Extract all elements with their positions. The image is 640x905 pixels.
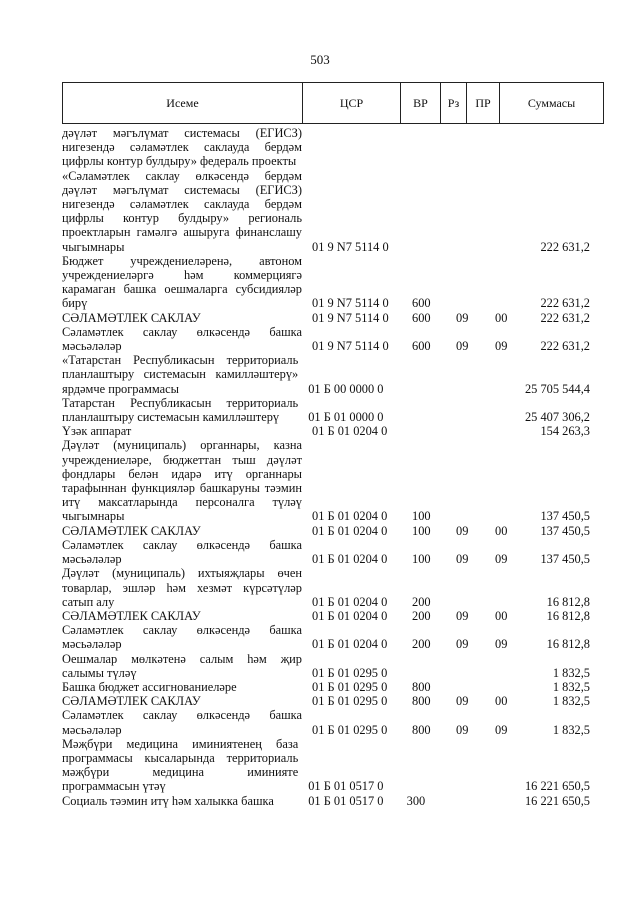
table-row xyxy=(62,396,604,424)
row-sum: 222 631,2 xyxy=(540,339,590,354)
row-code: 01 9 N7 5114 0 xyxy=(312,339,389,354)
row-pr: 09 xyxy=(495,552,508,567)
row-sum: 16 221 650,5 xyxy=(524,793,591,808)
table-row xyxy=(62,126,604,169)
row-vr: 100 xyxy=(412,523,431,538)
table-row xyxy=(62,353,604,396)
row-pr: 09 xyxy=(495,339,508,354)
row-sum: 25 407 306,2 xyxy=(524,410,591,425)
row-name: Сәламәтлек саклау өлкәсендә башка мәсьәләләр xyxy=(62,623,302,652)
row-vr: 200 xyxy=(412,594,431,609)
row-code: 01 Б 01 0204 0 xyxy=(312,608,388,623)
row-name: Дәүләт (муниципаль) органнары, казна учреждениеләре, бюджеттан тыш дәүләт фондлары белән идарә итү органнары тарафыннан функцияләр башкаруны тәэмин итү максатларында персоналга түләү чыгымнары xyxy=(62,438,302,524)
row-sum: 1 832,5 xyxy=(552,722,590,737)
table-row xyxy=(62,311,604,325)
row-rz: 09 xyxy=(456,608,469,623)
row-pr: 00 xyxy=(495,608,508,623)
row-pr: 00 xyxy=(495,310,508,325)
row-name: Сәламәтлек саклау өлкәсендә башка мәсьәләләр xyxy=(62,537,302,567)
row-code: 01 Б 01 0204 0 xyxy=(312,509,388,524)
table-row xyxy=(62,424,604,438)
row-code: 01 Б 01 0295 0 xyxy=(312,679,388,694)
row-name: Татарстан Республикасын территориаль планлаштыру системасын камилләштерү xyxy=(62,395,299,425)
row-code: 01 9 N7 5114 0 xyxy=(312,310,389,325)
table-row xyxy=(62,254,604,311)
row-vr: 200 xyxy=(412,637,431,652)
table-row xyxy=(62,325,604,353)
header-rz: Рз xyxy=(441,83,467,124)
row-pr: 00 xyxy=(495,694,508,709)
row-name: Дәүләт (муниципаль) ихтыяҗлары өчен товарлар, эшләр һәм хезмәт күрсәтүләр сатып алу xyxy=(62,566,302,609)
row-code: 01 9 N7 5114 0 xyxy=(312,239,389,254)
header-code: ЦСР xyxy=(303,83,401,124)
row-code: 01 Б 01 0204 0 xyxy=(312,552,388,567)
row-sum: 16 812,8 xyxy=(546,637,590,652)
page-number: 503 xyxy=(310,52,330,67)
row-name: Бюджет учреждениеләренә, автоном учреждениеләргә һәм коммерциягә карамаган башка оешмаларга субсидияләр бирү xyxy=(62,253,302,311)
row-name: СӘЛАМӘТЛЕК САКЛАУ xyxy=(62,694,201,709)
table-row xyxy=(62,737,604,794)
row-name: Башка бюджет ассигнованиеләре xyxy=(62,679,237,694)
table-row xyxy=(62,524,604,538)
row-code: 01 Б 00 0000 0 xyxy=(308,381,384,396)
row-vr: 800 xyxy=(412,679,431,694)
row-name: Сәламәтлек саклау өлкәсендә башка мәсьәләләр xyxy=(62,324,302,354)
row-pr: 09 xyxy=(495,722,508,737)
row-sum: 137 450,5 xyxy=(540,552,590,567)
table-row xyxy=(62,566,604,609)
row-vr: 600 xyxy=(412,310,431,325)
row-vr: 300 xyxy=(406,793,426,808)
row-name: СӘЛАМӘТЛЕК САКЛАУ xyxy=(62,310,201,325)
row-name: СӘЛАМӘТЛЕК САКЛАУ xyxy=(62,523,201,538)
row-vr: 100 xyxy=(412,552,431,567)
table-row xyxy=(62,694,604,708)
row-name: Мәҗбүри медицина иминиятенең база программасы кысаларында территориаль мәҗбүри медицина иминияте программасын үтәү xyxy=(62,736,299,794)
header-pr: ПР xyxy=(467,83,500,124)
row-rz: 09 xyxy=(456,310,469,325)
row-code: 01 Б 01 0204 0 xyxy=(312,594,388,609)
row-sum: 222 631,2 xyxy=(540,296,590,311)
row-pr: 09 xyxy=(495,637,508,652)
budget-table-body xyxy=(62,126,604,808)
row-vr: 800 xyxy=(412,694,431,709)
row-code: 01 Б 01 0517 0 xyxy=(308,793,384,808)
row-sum: 16 812,8 xyxy=(546,608,590,623)
row-vr: 200 xyxy=(412,608,431,623)
row-rz: 09 xyxy=(456,694,469,709)
row-code: 01 Б 01 0204 0 xyxy=(312,637,388,652)
table-row xyxy=(62,680,604,694)
row-name: Сәламәтлек саклау өлкәсендә башка мәсьәләләр xyxy=(62,708,302,737)
row-code: 01 Б 01 0295 0 xyxy=(312,694,388,709)
row-sum: 1 832,5 xyxy=(552,679,590,694)
table-row xyxy=(62,538,604,566)
row-sum: 25 705 544,4 xyxy=(524,381,591,396)
row-code: 01 Б 01 0204 0 xyxy=(312,424,388,439)
row-code: 01 Б 01 0295 0 xyxy=(312,722,388,737)
row-name: Үзәк аппарат xyxy=(62,424,132,439)
table-row xyxy=(62,652,604,680)
row-vr: 100 xyxy=(412,509,431,524)
row-name: «Сәламәтлек саклау өлкәсендә бердәм дәүләт мәгълүмат системасы (ЕГИСЗ) нигезендә сәламәтлек саклауда бердәм цифрлы контур булдыру» региональ проектларын гамәлгә ашыруга финанслашу чыгымнары xyxy=(62,168,302,254)
row-pr: 00 xyxy=(495,523,508,538)
header-sum: Суммасы xyxy=(500,83,604,124)
row-sum: 222 631,2 xyxy=(540,310,590,325)
row-code: 01 Б 01 0204 0 xyxy=(312,523,388,538)
header-vr: ВР xyxy=(401,83,441,124)
row-vr: 600 xyxy=(412,296,431,311)
row-sum: 154 263,3 xyxy=(540,424,590,439)
row-sum: 1 832,5 xyxy=(552,694,590,709)
table-row xyxy=(62,623,604,651)
row-rz: 09 xyxy=(456,552,469,567)
row-rz: 09 xyxy=(456,637,469,652)
table-row xyxy=(62,438,604,523)
row-vr: 800 xyxy=(412,722,431,737)
row-name: Социаль тәэмин итү һәм халыкка башка xyxy=(62,793,274,808)
row-sum: 16 221 650,5 xyxy=(524,779,591,794)
row-sum: 137 450,5 xyxy=(540,509,590,524)
row-vr: 600 xyxy=(412,339,431,354)
row-name: дәүләт мәгълүмат системасы (ЕГИСЗ) нигезендә сәламәтлек саклауда бердәм цифрлы контур булдыру» федераль проекты xyxy=(62,126,302,169)
table-row xyxy=(62,794,604,808)
row-sum: 222 631,2 xyxy=(540,239,590,254)
row-name: СӘЛАМӘТЛЕК САКЛАУ xyxy=(62,608,201,623)
table-row xyxy=(62,708,604,736)
row-code: 01 Б 01 0517 0 xyxy=(308,779,384,794)
row-name: Оешмалар мөлкәтенә салым һәм җир салымы түләү xyxy=(62,651,302,680)
row-rz: 09 xyxy=(456,523,469,538)
row-sum: 16 812,8 xyxy=(546,594,590,609)
table-header xyxy=(62,82,604,124)
row-name: «Татарстан Республикасын территориаль планлаштыру системасын камилләштерү» ярдәмче программасы xyxy=(62,353,299,396)
row-code: 01 9 N7 5114 0 xyxy=(312,296,389,311)
row-code: 01 Б 01 0000 0 xyxy=(308,410,384,425)
row-rz: 09 xyxy=(456,339,469,354)
row-code: 01 Б 01 0295 0 xyxy=(312,665,388,680)
row-sum: 1 832,5 xyxy=(552,665,590,680)
row-sum: 137 450,5 xyxy=(540,523,590,538)
table-row xyxy=(62,169,604,254)
header-name: Исеме xyxy=(63,83,303,124)
row-rz: 09 xyxy=(456,722,469,737)
table-row xyxy=(62,609,604,623)
